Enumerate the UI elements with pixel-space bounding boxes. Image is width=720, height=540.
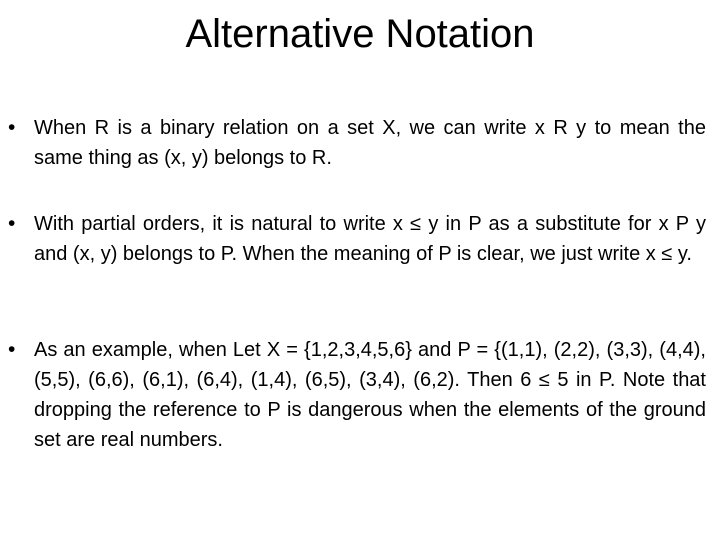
bullet-text: When R is a binary relation on a set X, we can write x R y to mean the same thing as (x, y) belongs to R.: [34, 117, 706, 169]
bullet-marker: •: [8, 116, 16, 139]
bullet-marker: •: [8, 212, 16, 235]
bullet-text: As an example, when Let X = {1,2,3,4,5,6} and P = {(1,1), (2,2), (3,3), (4,4), (5,5), (6,6), (6,1), (6,4), (1,4), (6,5), (3,4), (6,2). Then 6 ≤ 5 in P. Note that dropping the reference to P is dangerous when the elements of the ground set are real numbers.: [34, 339, 706, 451]
bullet-text: With partial orders, it is natural to write x ≤ y in P as a substitute for x P y and (x, y) belongs to P. When the meaning of P is clear, we just write x ≤ y.: [34, 213, 706, 265]
slide-title: Alternative Notation: [185, 12, 535, 56]
bullet-marker: •: [8, 338, 16, 361]
